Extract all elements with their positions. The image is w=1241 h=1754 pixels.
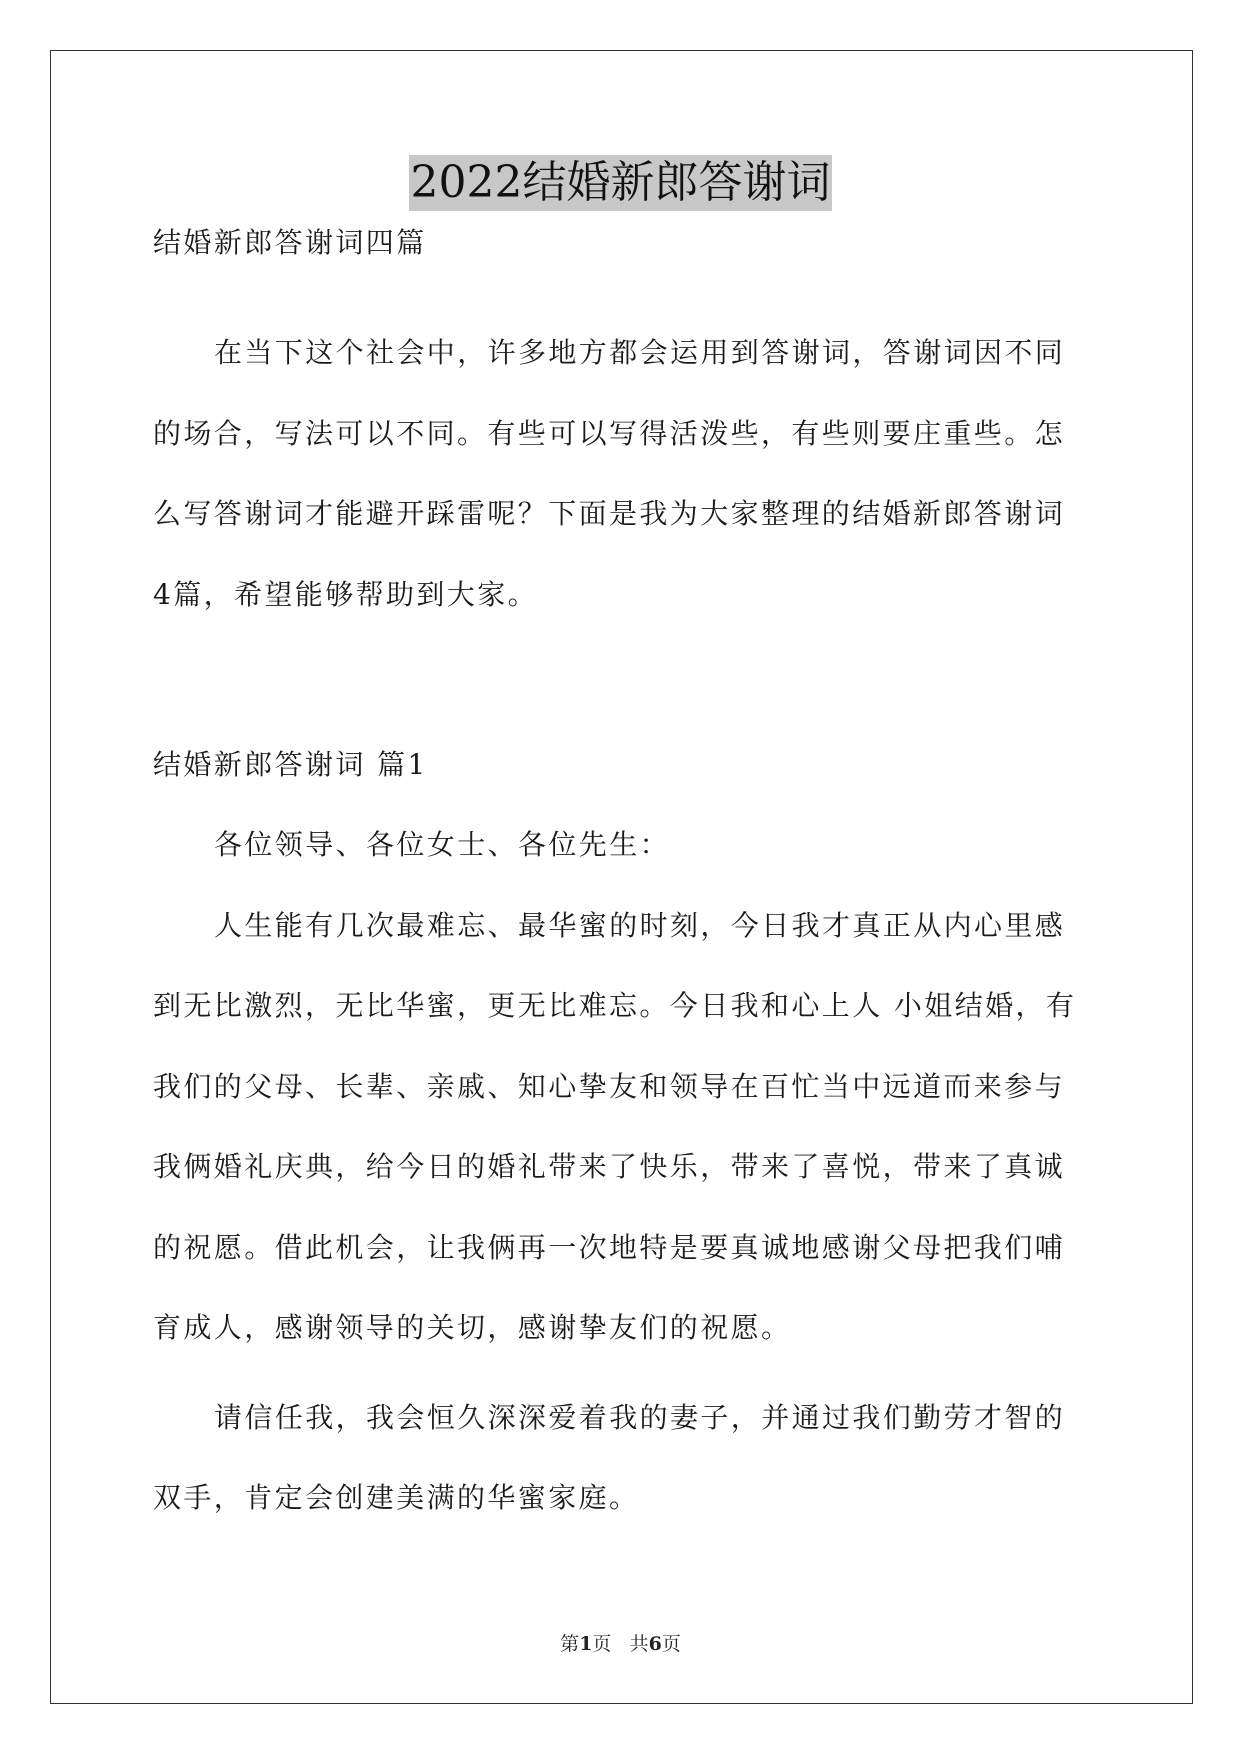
paragraph-line: 我俩婚礼庆典，给今日的婚礼带来了快乐，带来了喜悦，带来了真诚 (153, 1150, 1066, 1183)
document-title: 2022结婚新郎答谢词 (409, 155, 833, 211)
greeting-line: 各位领导、各位女士、各位先生： (214, 828, 671, 861)
paragraph-line: 的祝愿。借此机会，让我俩再一次地特是要真诚地感谢父母把我们哺 (153, 1231, 1066, 1264)
paragraph-line: 双手，肯定会创建美满的华蜜家庭。 (153, 1481, 640, 1514)
paragraph-line: 人生能有几次最难忘、最华蜜的时刻，今日我才真正从内心里感 (214, 909, 1066, 942)
total-label-prefix: 共 (629, 1633, 649, 1655)
section-heading: 结婚新郎答谢词 篇1 (153, 748, 428, 781)
page-number: 1 (579, 1633, 593, 1655)
total-label-suffix: 页 (661, 1633, 681, 1655)
paragraph-line: 的场合，写法可以不同。有些可以写得活泼些，有些则要庄重些。怎 (153, 417, 1066, 450)
paragraph-line: 请信任我，我会恒久深深爱着我的妻子，并通过我们勤劳才智的 (214, 1401, 1066, 1434)
paragraph-line: 在当下这个社会中，许多地方都会运用到答谢词，答谢词因不同 (214, 336, 1066, 369)
paragraph-line: 我们的父母、长辈、亲戚、知心挚友和领导在百忙当中远道而来参与 (153, 1070, 1066, 1103)
page-border (50, 50, 1193, 1704)
paragraph-line: 到无比激烈，无比华蜜，更无比难忘。今日我和心上人 小姐结婚，有 (153, 989, 1077, 1022)
subtitle-line: 结婚新郎答谢词四篇 (153, 226, 427, 259)
page-footer (0, 1632, 1241, 1656)
page-label-prefix: 第 (560, 1633, 580, 1655)
title-container (0, 155, 1241, 211)
paragraph-line: 么写答谢词才能避开踩雷呢？下面是我为大家整理的结婚新郎答谢词 (153, 497, 1066, 530)
page-label-suffix: 页 (592, 1633, 612, 1655)
paragraph-line: 育成人，感谢领导的关切，感谢挚友们的祝愿。 (153, 1311, 792, 1344)
total-pages: 6 (648, 1633, 662, 1655)
paragraph-line: 4篇，希望能够帮助到大家。 (153, 578, 539, 611)
